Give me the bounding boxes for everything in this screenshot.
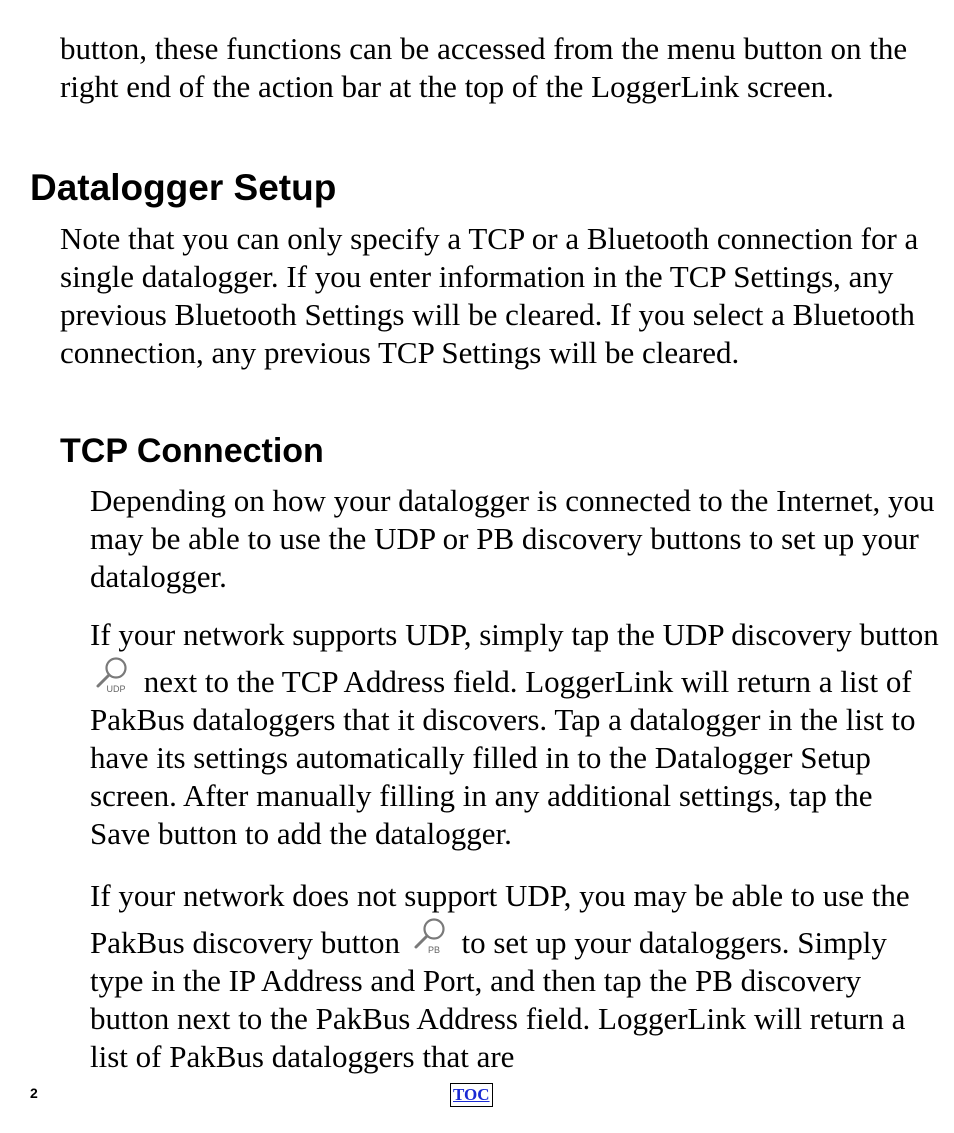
udp-icon-label: UDP [106, 684, 126, 694]
subsection-heading-tcp-connection: TCP Connection [60, 432, 324, 470]
section-heading-datalogger-setup: Datalogger Setup [30, 167, 337, 208]
toc-link[interactable]: TOC [450, 1083, 493, 1107]
pb-paragraph-text-before: If your network does not support UDP, you may be able to use the PakBus discovery button [90, 878, 910, 960]
udp-paragraph-text-after: next to the TCP Address field. LoggerLink will return a list of PakBus dataloggers that it discovers. Tap a datalogger in the list to have its settings automatically filled in to the Datalogger Setup screen. After manually filling in any additional settings, tap the Save button to add the datalogger. [90, 664, 916, 851]
udp-discovery-icon [94, 654, 132, 696]
page-number: 2 [30, 1085, 38, 1101]
udp-paragraph-text-before: If your network supports UDP, simply tap the UDP discovery button [90, 617, 939, 652]
tcp-paragraph-pb [90, 877, 940, 1076]
datalogger-setup-note: Note that you can only specify a TCP or a Bluetooth connection for a single datalogger. If you enter information in the TCP Settings, any previous Bluetooth Settings will be cleared. If you select a Bluetooth connection, any previous TCP Settings will be cleared. [60, 221, 919, 370]
tcp-paragraph-udp [90, 616, 940, 853]
pb-paragraph-text-after: to set up your dataloggers. Simply type in the IP Address and Port, and then tap the PB discovery button next to the PakBus Address field. LoggerLink will return a list of PakBus dataloggers that are [90, 925, 906, 1074]
pb-discovery-icon [412, 915, 450, 957]
tcp-paragraph-1: Depending on how your datalogger is connected to the Internet, you may be able to use the UDP or PB discovery buttons to set up your datalogger. [90, 483, 935, 594]
intro-paragraph: button, these functions can be accessed from the menu button on the right end of the action bar at the top of the LoggerLink screen. [60, 31, 908, 104]
pb-icon-label: PB [427, 945, 440, 955]
